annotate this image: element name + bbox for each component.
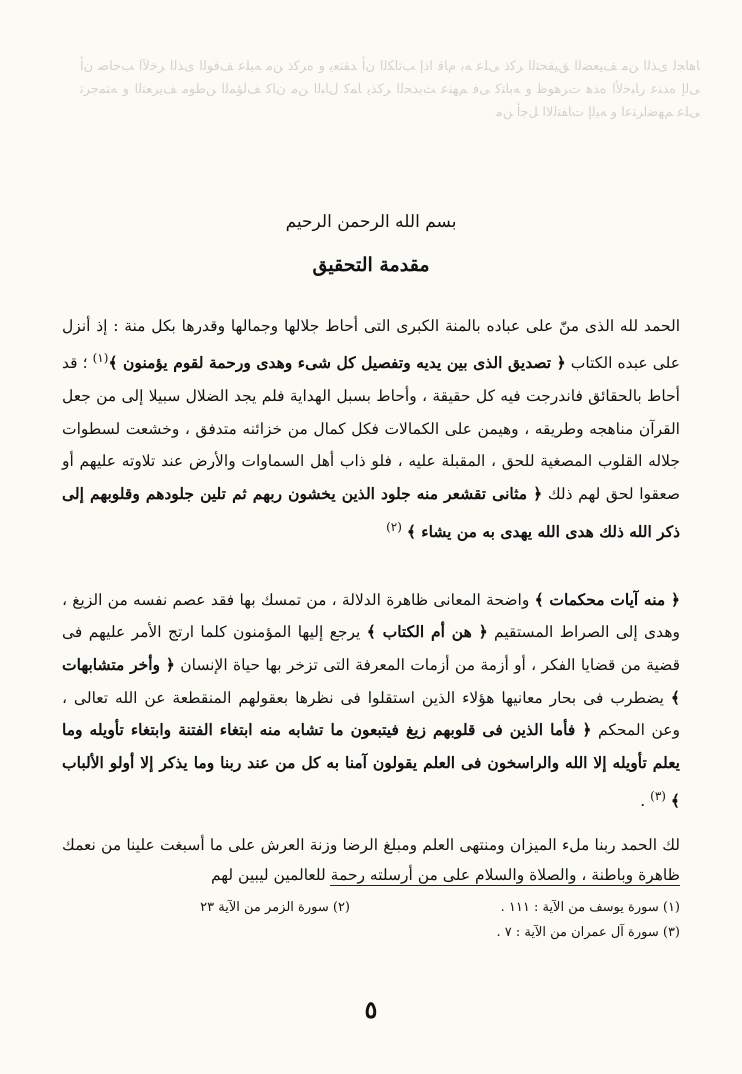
footnote-ref: (٢) (386, 519, 402, 534)
quran-quote: ﴿ مثانى تقشعر منه جلود الذين يخشون ربهم ثم تلين جلودهم وقلوبهم إلى ذكر الله ذلك هدى الله يهدى به من يشاء ﴾ (62, 484, 680, 542)
footnote-divider (330, 885, 680, 886)
quran-quote: ﴿ وأخر متشابهات ﴾ (62, 654, 680, 707)
quran-quote: ﴿ فأما الذين فى قلوبهم زيغ فيتبعون ما تشابه منه ابتغاء الفتنة وابتغاء تأويله وما يعلم تأويله إلا الله والراسخون فى العلم يقولون آمنا به كل من عند ربنا وما يذكر إلا أولو الألباب ﴾ (62, 720, 680, 810)
text-run: . (640, 791, 651, 810)
text-run: يضطرب فى بحار معانيها هؤلاء الذين استقلوا فى نظرها بعقولهم المنقطعة عن الله تعالى ، وعن المحكم (62, 688, 680, 740)
quran-quote: ﴿ هن أم الكتاب ﴾ (366, 622, 488, 642)
show-through-text: ﺎﻫﺎﺠﻟ ﻯﺬﻟﺍ ﻦﻣ ﻒﻴﻌﻀﻟﺍ ﻖﻴﻘﺤﺘﻟﺍ ﺮﻛﺫ ﻰﻠﻋ ﻪﺑ ﻡﺎﻗ ﺍﺫﺇ ﺐﺗﺎﻜﻟﺍ ﻥﺃ ﺪﻘﺘﻌﻳ ﻭ ﻩﺮﻛﺫ ﻦﻣ ﻪﻴﻠﻋ ﻒﻗﻮﻟﺍ ﻯﺬﻟﺍ ﺮﺧﻵﺍ ﺐﺣﺎﺻ ﻥﺃ ﻰﻟﺇ ﻩﺪﻨﻋ ﺭﺎﺒﺧﻷﺍ ﻩﺬﻫ ﺕﺮﻫﻮﻇ ﻭ ﻪﺑﺎﺘﻛ ﻰﻓ ﻢﻬﻨﻋ ﺚﻳﺪﺤﻟﺍ ﺮﻛﺬﻳ ﺎﻤﻛ ﻝﺎﺒﻟﺍ ﻦﻣ ﻥﺎﻛ ﻒﻟﺆﻤﻟﺍ ﻦﻃﻮﻣ ﻒﻳﺮﻌﺘﻟﺍ ﻭ ﻪﺘﻤﺟﺮﺗ ﻰﻠﻋ ﻢﻬﺿﺍﺮﺘﻋﺍ ﻭ ﻪﻴﻟﺇ ﺕﺎﻔﺘﻟﻻﺍ ﻞﺟﺃ ﻦﻣ (80, 59, 700, 120)
text-run: يرجع إليها المؤمنون كلما ارتج الأمر عليهم فى قضية من قضايا الفكر ، أو أزمة من أزمات المعرفة التى تزخر بها حياة الإنسان (62, 623, 681, 674)
footnote-ref: (٣) (650, 788, 666, 803)
basmala: بسم الله الرحمن الرحيم (285, 212, 457, 232)
footnote-ref: (١) (92, 351, 109, 366)
page-number: ٥ (364, 995, 378, 1024)
text-run: واضحة المعانى ظاهرة الدلالة ، من تمسك بها فقد عصم نفسه من الزيغ ، وهدى إلى الصراط المستقيم (62, 590, 680, 642)
quran-quote: ﴿ تصديق الذى بين يديه وتفصيل كل شىء وهدى ورحمة لقوم يؤمنون ﴾ (108, 353, 566, 373)
paragraph-2 (62, 584, 680, 818)
footnote-1: (١) سورة يوسف من الآية : ١١١ . (500, 900, 680, 915)
quran-quote: ﴿ منه آيات محكمات ﴾ (534, 589, 681, 609)
text-run: الحمد لله الذى منّ على عباده بالمنة الكبرى التى أحاط جلالها وجمالها وقدرها بكل منة : إذ أنزل على عبده الكتاب (62, 316, 680, 373)
paragraph-1 (62, 310, 680, 549)
paragraph-3: لك الحمد ربنا ملء الميزان ومنتهى العلم ومبلغ الرضا وزنة العرش على ما أسبغت علينا من نعمك ظاهرة وباطنة ، والصلاة والسلام على من أرسلته رحمة للعالمين ليبين لهم (62, 835, 680, 884)
text-run: ؛ قد أحاط بالحقائق فاندرجت فيه كل حقيقة ، وأحاط بسبل الهداية فلم يجد الضلال سبيلا إلى من جعل القرآن مناهجه وطريقه ، وهيمن على الكمالات فكل كمال من خزائنه متدفق ، وخشعت لسطوات جلاله القلوب المصغية للحق ، المقبلة عليه ، فلو ذاب أهل السماوات والأرض عند تلاوته عليهم أو صعقوا لحق لهم ذلك (62, 354, 680, 504)
footnote-2: (٢) سورة الزمر من الآية ٢٣ (200, 900, 350, 915)
section-heading: مقدمة التحقيق (312, 254, 430, 276)
footnote-3: (٣) سورة آل عمران من الآية : ٧ . (496, 925, 680, 940)
